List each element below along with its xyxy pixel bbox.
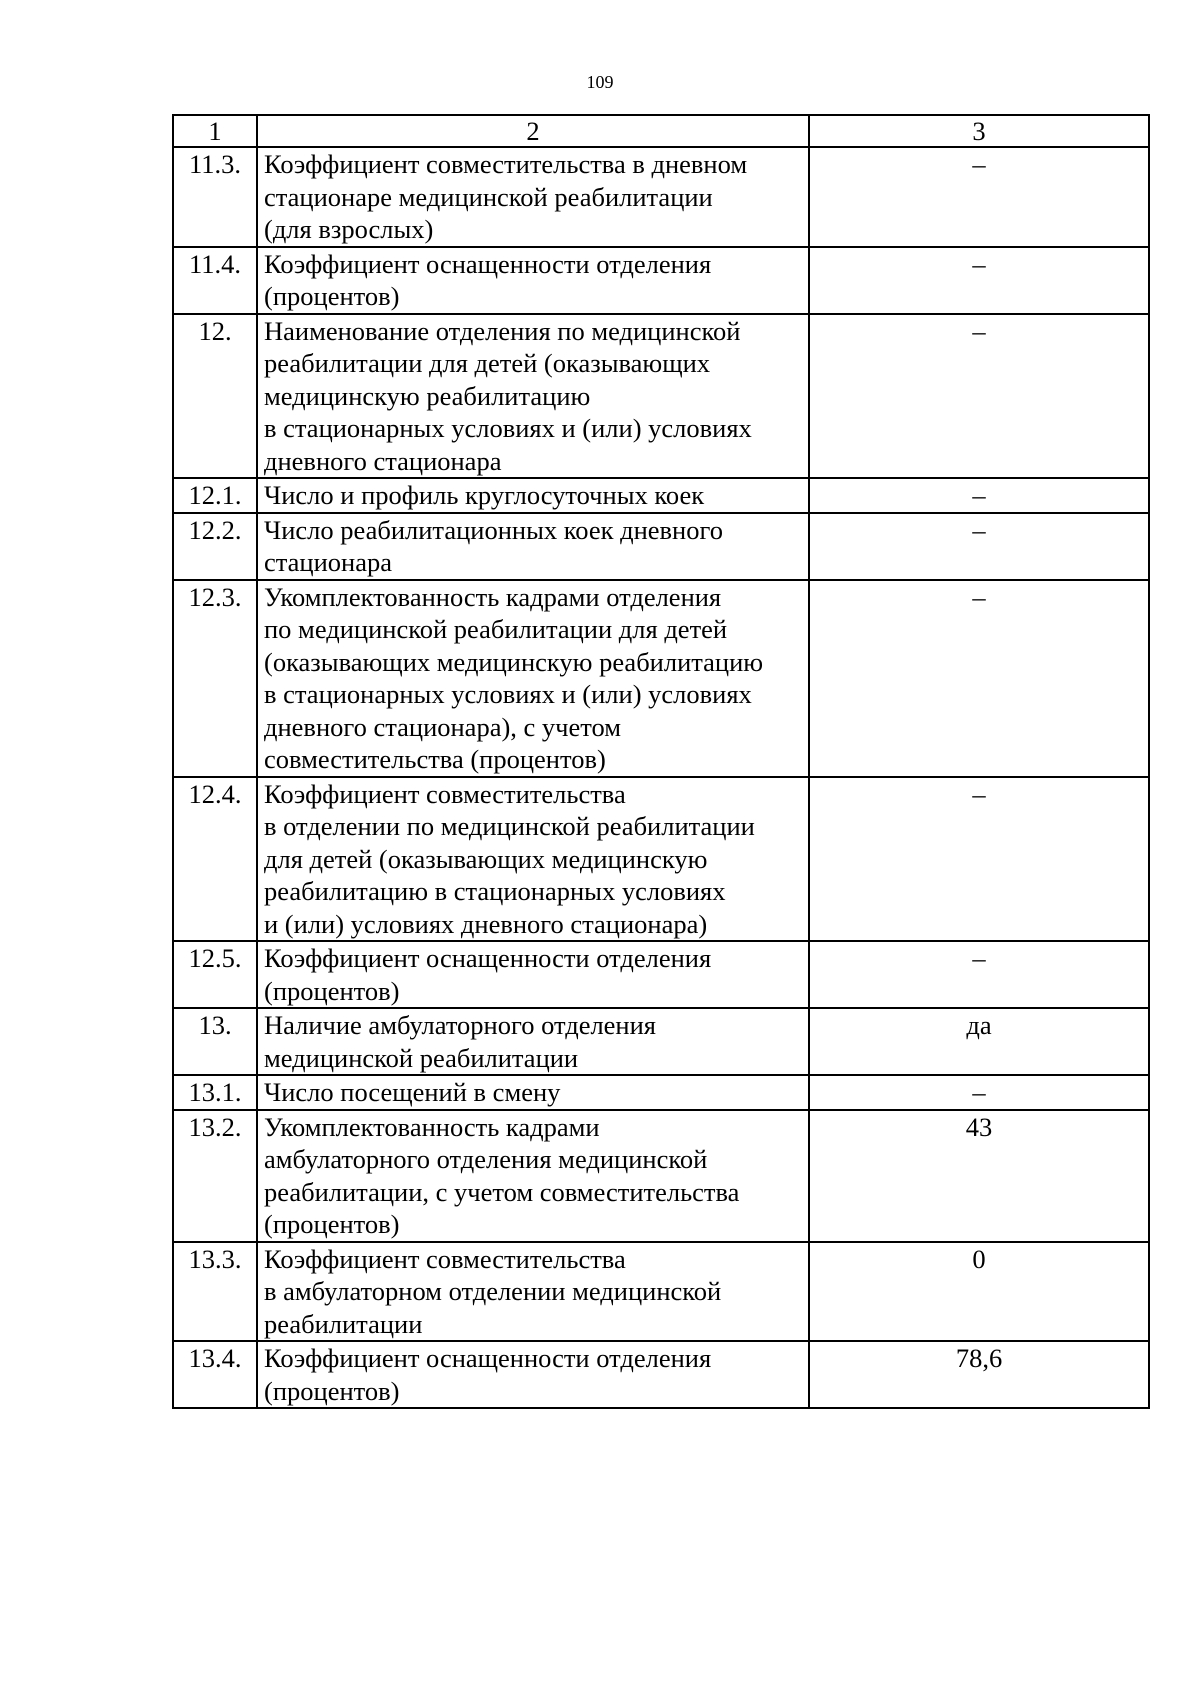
- row-number-cell: 13.2.: [173, 1110, 257, 1242]
- row-number-cell: 13.3.: [173, 1242, 257, 1342]
- row-number-cell: 12.1.: [173, 478, 257, 513]
- row-number-cell: 12.2.: [173, 513, 257, 580]
- indicator-value-cell: да: [809, 1008, 1149, 1075]
- indicator-name-cell: Коэффициент оснащенности отделения (процентов): [257, 247, 809, 314]
- row-number-cell: 11.3.: [173, 147, 257, 247]
- indicator-value-cell: 43: [809, 1110, 1149, 1242]
- indicator-name-cell: Число и профиль круглосуточных коек: [257, 478, 809, 513]
- indicator-name-cell: Коэффициент совместительства в отделении по медицинской реабилитации для детей (оказывающих медицинскую реабилитацию в стационарных условиях и (или) условиях дневного стационара): [257, 777, 809, 942]
- indicator-value-cell: 78,6: [809, 1341, 1149, 1408]
- table-row: [173, 147, 1149, 247]
- header-cell-3: 3: [809, 115, 1149, 147]
- indicator-value-cell: –: [809, 777, 1149, 942]
- page-number: 109: [586, 72, 614, 92]
- indicator-value-cell: –: [809, 247, 1149, 314]
- indicator-name-cell: Число посещений в смену: [257, 1075, 809, 1110]
- indicator-name-cell: Коэффициент оснащенности отделения (процентов): [257, 1341, 809, 1408]
- indicator-value-cell: –: [809, 314, 1149, 479]
- table-row: [173, 1242, 1149, 1342]
- table-row: [173, 513, 1149, 580]
- row-number-cell: 12.5.: [173, 941, 257, 1008]
- table-row: [173, 580, 1149, 777]
- table-row: [173, 1008, 1149, 1075]
- indicator-name-cell: Укомплектованность кадрами отделения по медицинской реабилитации для детей (оказывающих медицинскую реабилитацию в стационарных условиях и (или) условиях дневного стационара), с учетом совместительства (процентов): [257, 580, 809, 777]
- indicator-value-cell: –: [809, 1075, 1149, 1110]
- row-number-cell: 13.1.: [173, 1075, 257, 1110]
- indicator-name-cell: Коэффициент совместительства в амбулаторном отделении медицинской реабилитации: [257, 1242, 809, 1342]
- indicator-value-cell: 0: [809, 1242, 1149, 1342]
- indicator-value-cell: –: [809, 941, 1149, 1008]
- indicator-value-cell: –: [809, 580, 1149, 777]
- indicator-name-cell: Коэффициент оснащенности отделения (процентов): [257, 941, 809, 1008]
- table-header-row: [173, 115, 1149, 147]
- header-cell-1: 1: [173, 115, 257, 147]
- indicator-value-cell: –: [809, 147, 1149, 247]
- row-number-cell: 12.4.: [173, 777, 257, 942]
- indicator-name-cell: Укомплектованность кадрами амбулаторного отделения медицинской реабилитации, с учетом совместительства (процентов): [257, 1110, 809, 1242]
- data-table: [172, 114, 1150, 1409]
- table-row: [173, 777, 1149, 942]
- table-row: [173, 941, 1149, 1008]
- header-cell-2: 2: [257, 115, 809, 147]
- table-row: [173, 478, 1149, 513]
- table-row: [173, 1110, 1149, 1242]
- indicator-name-cell: Наличие амбулаторного отделения медицинской реабилитации: [257, 1008, 809, 1075]
- table-row: [173, 1341, 1149, 1408]
- row-number-cell: 13.4.: [173, 1341, 257, 1408]
- row-number-cell: 11.4.: [173, 247, 257, 314]
- table-row: [173, 314, 1149, 479]
- indicator-name-cell: Число реабилитационных коек дневного стационара: [257, 513, 809, 580]
- indicator-name-cell: Коэффициент совместительства в дневном стационаре медицинской реабилитации (для взрослых): [257, 147, 809, 247]
- table-row: [173, 1075, 1149, 1110]
- row-number-cell: 12.3.: [173, 580, 257, 777]
- row-number-cell: 12.: [173, 314, 257, 479]
- row-number-cell: 13.: [173, 1008, 257, 1075]
- indicator-value-cell: –: [809, 478, 1149, 513]
- table-row: [173, 247, 1149, 314]
- indicator-name-cell: Наименование отделения по медицинской реабилитации для детей (оказывающих медицинскую реабилитацию в стационарных условиях и (или) условиях дневного стационара: [257, 314, 809, 479]
- indicator-value-cell: –: [809, 513, 1149, 580]
